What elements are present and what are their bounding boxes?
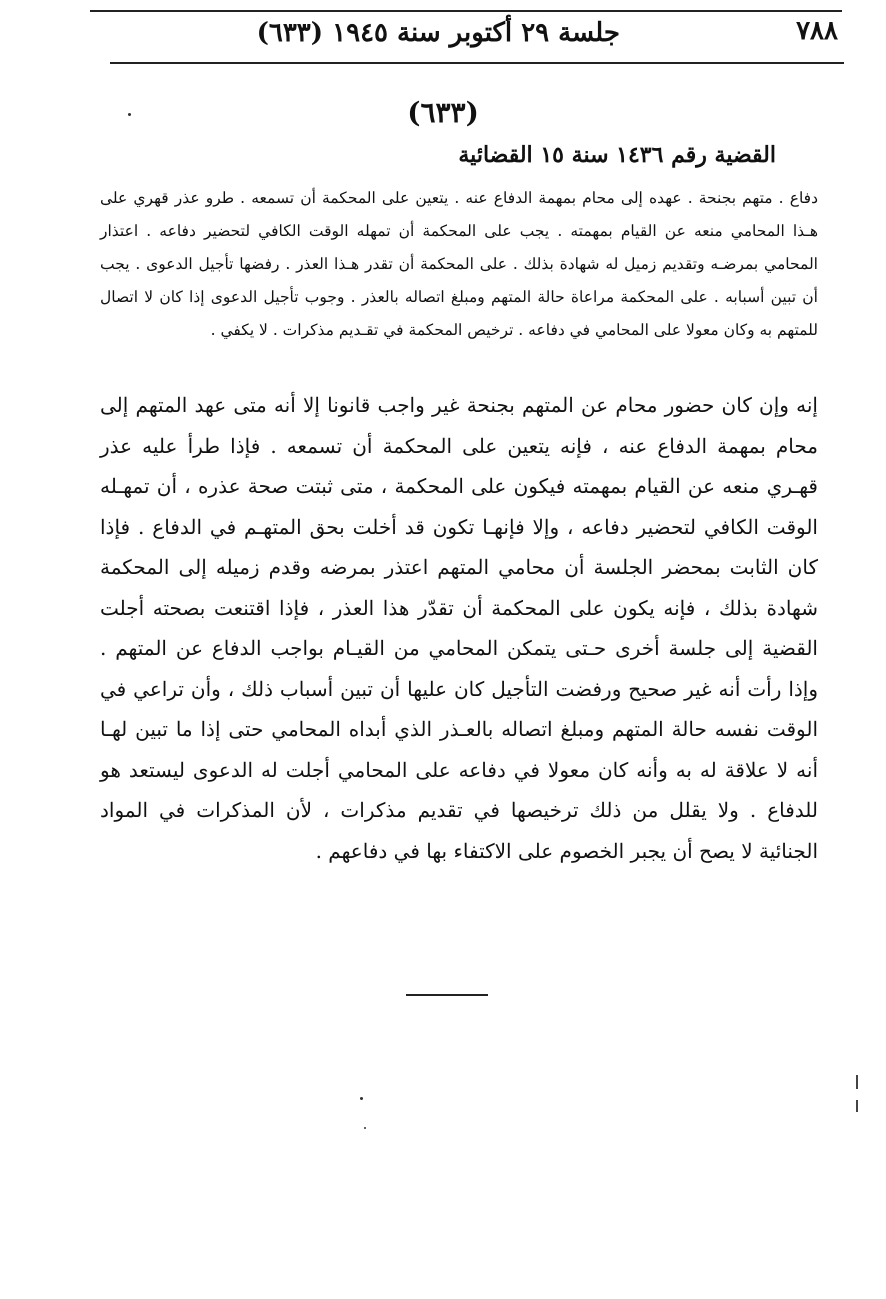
case-title: القضية رقم ١٤٣٦ سنة ١٥ القضائية [458, 142, 776, 168]
scan-speck [128, 113, 131, 116]
header-rule [110, 62, 844, 64]
headnote-summary: دفاع . متهم بجنحة . عهده إلى محام بمهمة الدفاع عنه . يتعين على المحكمة أن تسمعه . طرو عذر قهري على هـذا المحامي منعه عن القيام بمهمته . يجب على المحكمة أن تمهله الوقت الكافي لتحضير دفاعه . اعتذار المحامي بمرضـه وتقديم زميل له شهادة بذلك . على المحكمة أن تقدر هـذا العذر . رفضها تأجيل الدعوى . يجب أن تبين أسبابه . على المحكمة مراعاة حالة المتهم ومبلغ اتصاله بالعذر . وجوب تأجيل الدعوى إذا كان لا اتصال للمتهم به وكان معولا على المحامي في دفاعه . ترخيص المحكمة في تقـديم مذكرات . لا يكفي . [100, 189, 818, 339]
running-head: جلسة ٢٩ أكتوبر سنة ١٩٤٥ (٦٣٣) [256, 18, 620, 48]
end-rule [406, 994, 488, 996]
case-number: (٦٣٣) [407, 96, 479, 129]
margin-mark [856, 1100, 858, 1112]
margin-mark [856, 1075, 858, 1089]
page-number: ٧٨٨ [796, 16, 838, 46]
top-rule [90, 10, 842, 12]
judgment-body: إنه وإن كان حضور محام عن المتهم بجنحة غير واجب قانونا إلا أنه متى عهد المتهم إلى محام بمهمة الدفاع عنه ، فإنه يتعين على المحكمة أن تسمعه . فإذا طرأ عليه عذر قهـري منعه عن القيام بمهمته فيكون على المحكمة ، متى ثبتت صحة عذره ، أن تمهـله الوقت الكافي لتحضير دفاعه ، وإلا فإنهـا تكون قد أخلت بحق المتهـم في الدفاع . فإذا كان الثابت بمحضر الجلسة أن محامي المتهم اعتذر بمرضه وقدم زميله إلى المحكمة شهادة بذلك ، فإنه يكون على المحكمة أن تقدّر هذا العذر ، فإذا اقتنعت بصحته أجلت القضية إلى جلسة أخرى حـتى يتمكن المحامي من القيـام بواجب الدفاع عن المتهم . وإذا رأت أنه غير صحيح ورفضت التأجيل كان عليها أن تبين أسباب ذلك ، وأن تراعي في الوقت نفسه حالة المتهم ومبلغ اتصاله بالعـذر الذي أبداه المحامي حتى إذا ما تبين لهـا أنه لا علاقة له به وأنه كان معولا في دفاعه على المحامي أجلت له الدعوى ليستعد هو للدفاع . ولا يقلل من ذلك ترخيصها في تقديم مذكرات ، لأن المذكرات في المواد الجنائية لا يصح أن يجبر الخصوم على الاكتفاء بها في دفاعهم . [100, 393, 818, 863]
scan-speck [364, 1127, 366, 1129]
scan-speck [360, 1097, 363, 1100]
